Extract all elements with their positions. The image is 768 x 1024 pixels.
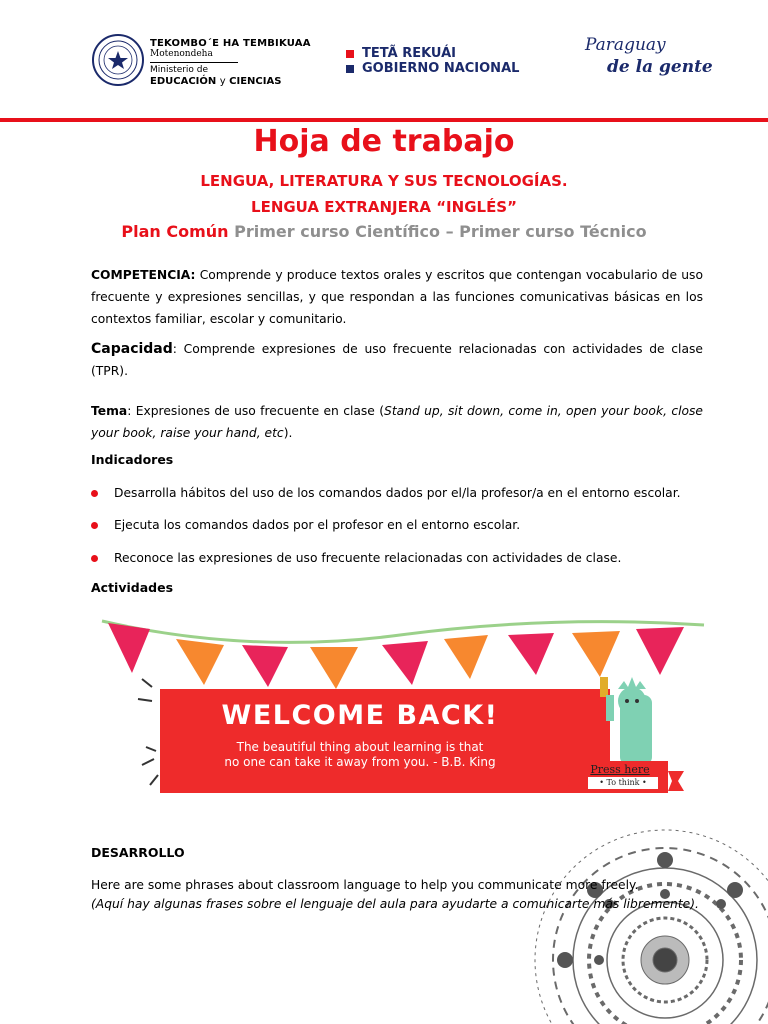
government-row2 xyxy=(346,61,519,76)
gov-line2: GOBIERNO NACIONAL xyxy=(362,61,520,76)
press-here-link[interactable]: Press here xyxy=(590,763,650,776)
plan-title xyxy=(0,222,768,241)
header-divider xyxy=(0,118,768,122)
ministry-line4 xyxy=(150,76,311,87)
slogan-line2: de la gente xyxy=(607,57,713,77)
bunting-flag xyxy=(572,631,620,677)
list-item-text: Reconoce las expresiones de uso frecuente relacionadas con actividades de clase. xyxy=(114,551,622,565)
slogan-line1: Paraguay xyxy=(585,35,666,55)
ministry-line1: TEKOMBO´E HA TEMBIKUAA xyxy=(150,38,311,49)
bunting-flag xyxy=(108,623,150,673)
bunting-flag xyxy=(636,627,684,675)
government-row1 xyxy=(346,46,519,61)
competencia-paragraph xyxy=(91,264,703,330)
plan-detail: Primer curso Científico – Primer curso Técnico xyxy=(234,222,647,241)
bunting-flag xyxy=(444,635,488,679)
bunting-flag xyxy=(310,647,358,689)
list-item xyxy=(91,486,711,500)
gov-line1: TETÃ REKUÁI xyxy=(362,46,456,61)
tema-text-start: : Expresiones de uso frecuente en clase ( xyxy=(127,404,385,418)
competencia-text: Comprende y produce textos orales y escritos que contengan vocabulario de uso frecuente y expresiones sencillas, y que respondan a las funciones comunicativas básicas en los contextos familiar, escolar y comunitario. xyxy=(91,268,703,326)
capacidad-label: Capacidad xyxy=(91,341,173,357)
ministry-line4-y: y xyxy=(219,76,226,87)
welcome-title: WELCOME BACK! xyxy=(221,700,499,731)
bunting-flag xyxy=(176,639,224,685)
desarrollo-english: Here are some phrases about classroom language to help you communicate more freely. xyxy=(91,878,639,892)
bunting-flag xyxy=(508,633,554,675)
desarrollo-heading: DESARROLLO xyxy=(91,845,185,860)
red-square-icon xyxy=(346,50,354,58)
ministry-line2: Motenondeha xyxy=(150,49,213,59)
government-logo xyxy=(346,46,519,76)
page-title: Hoja de trabajo xyxy=(253,124,515,159)
capacidad-paragraph xyxy=(91,338,703,382)
competencia-label: COMPETENCIA: xyxy=(91,268,196,282)
to-think-label: • To think • xyxy=(588,777,658,789)
ministry-divider xyxy=(150,62,238,63)
tema-examples: Stand up, sit down, come in, open your book, close your book, raise your hand, etc xyxy=(91,404,703,440)
actividades-heading: Actividades xyxy=(91,580,174,595)
list-item xyxy=(91,518,711,532)
bullet-icon xyxy=(91,490,98,497)
ministry-line3: Ministerio de xyxy=(150,65,209,75)
page-header xyxy=(0,0,768,120)
national-seal-icon xyxy=(92,34,144,86)
indicadores-heading: Indicadores xyxy=(91,452,174,467)
slogan-logo xyxy=(585,34,713,78)
tema-text-end: ). xyxy=(283,426,293,440)
tema-label: Tema xyxy=(91,404,128,418)
plan-label: Plan Común xyxy=(121,222,229,241)
blue-square-icon xyxy=(346,65,354,73)
bunting-flag xyxy=(382,641,428,685)
bunting-flag xyxy=(242,645,288,687)
course-title: LENGUA EXTRANJERA “INGLÉS” xyxy=(251,198,517,216)
welcome-quote xyxy=(160,740,560,770)
bullet-icon xyxy=(91,522,98,529)
quote-line1: The beautiful thing about learning is that xyxy=(236,740,484,754)
list-item-text: Ejecuta los comandos dados por el profesor en el entorno escolar. xyxy=(114,518,521,532)
quote-line2: no one can take it away from you. - B.B. King xyxy=(224,755,496,769)
ministry-logo xyxy=(150,38,311,87)
ministry-line4-a: EDUCACIÓN xyxy=(150,76,217,87)
ministry-line4-b: CIENCIAS xyxy=(229,76,282,87)
desarrollo-text xyxy=(91,876,731,914)
subject-title: LENGUA, LITERATURA Y SUS TECNOLOGÍAS. xyxy=(200,172,568,190)
list-item-text: Desarrolla hábitos del uso de los comandos dados por el/la profesor/a en el entorno escolar. xyxy=(114,486,681,500)
bullet-icon xyxy=(91,555,98,562)
list-item xyxy=(91,551,711,565)
desarrollo-spanish: (Aquí hay algunas frases sobre el lenguaje del aula para ayudarte a comunicarte más libremente). xyxy=(91,897,699,911)
tema-paragraph xyxy=(91,400,703,444)
capacidad-text: : Comprende expresiones de uso frecuente relacionadas con actividades de clase (TPR). xyxy=(91,342,703,378)
